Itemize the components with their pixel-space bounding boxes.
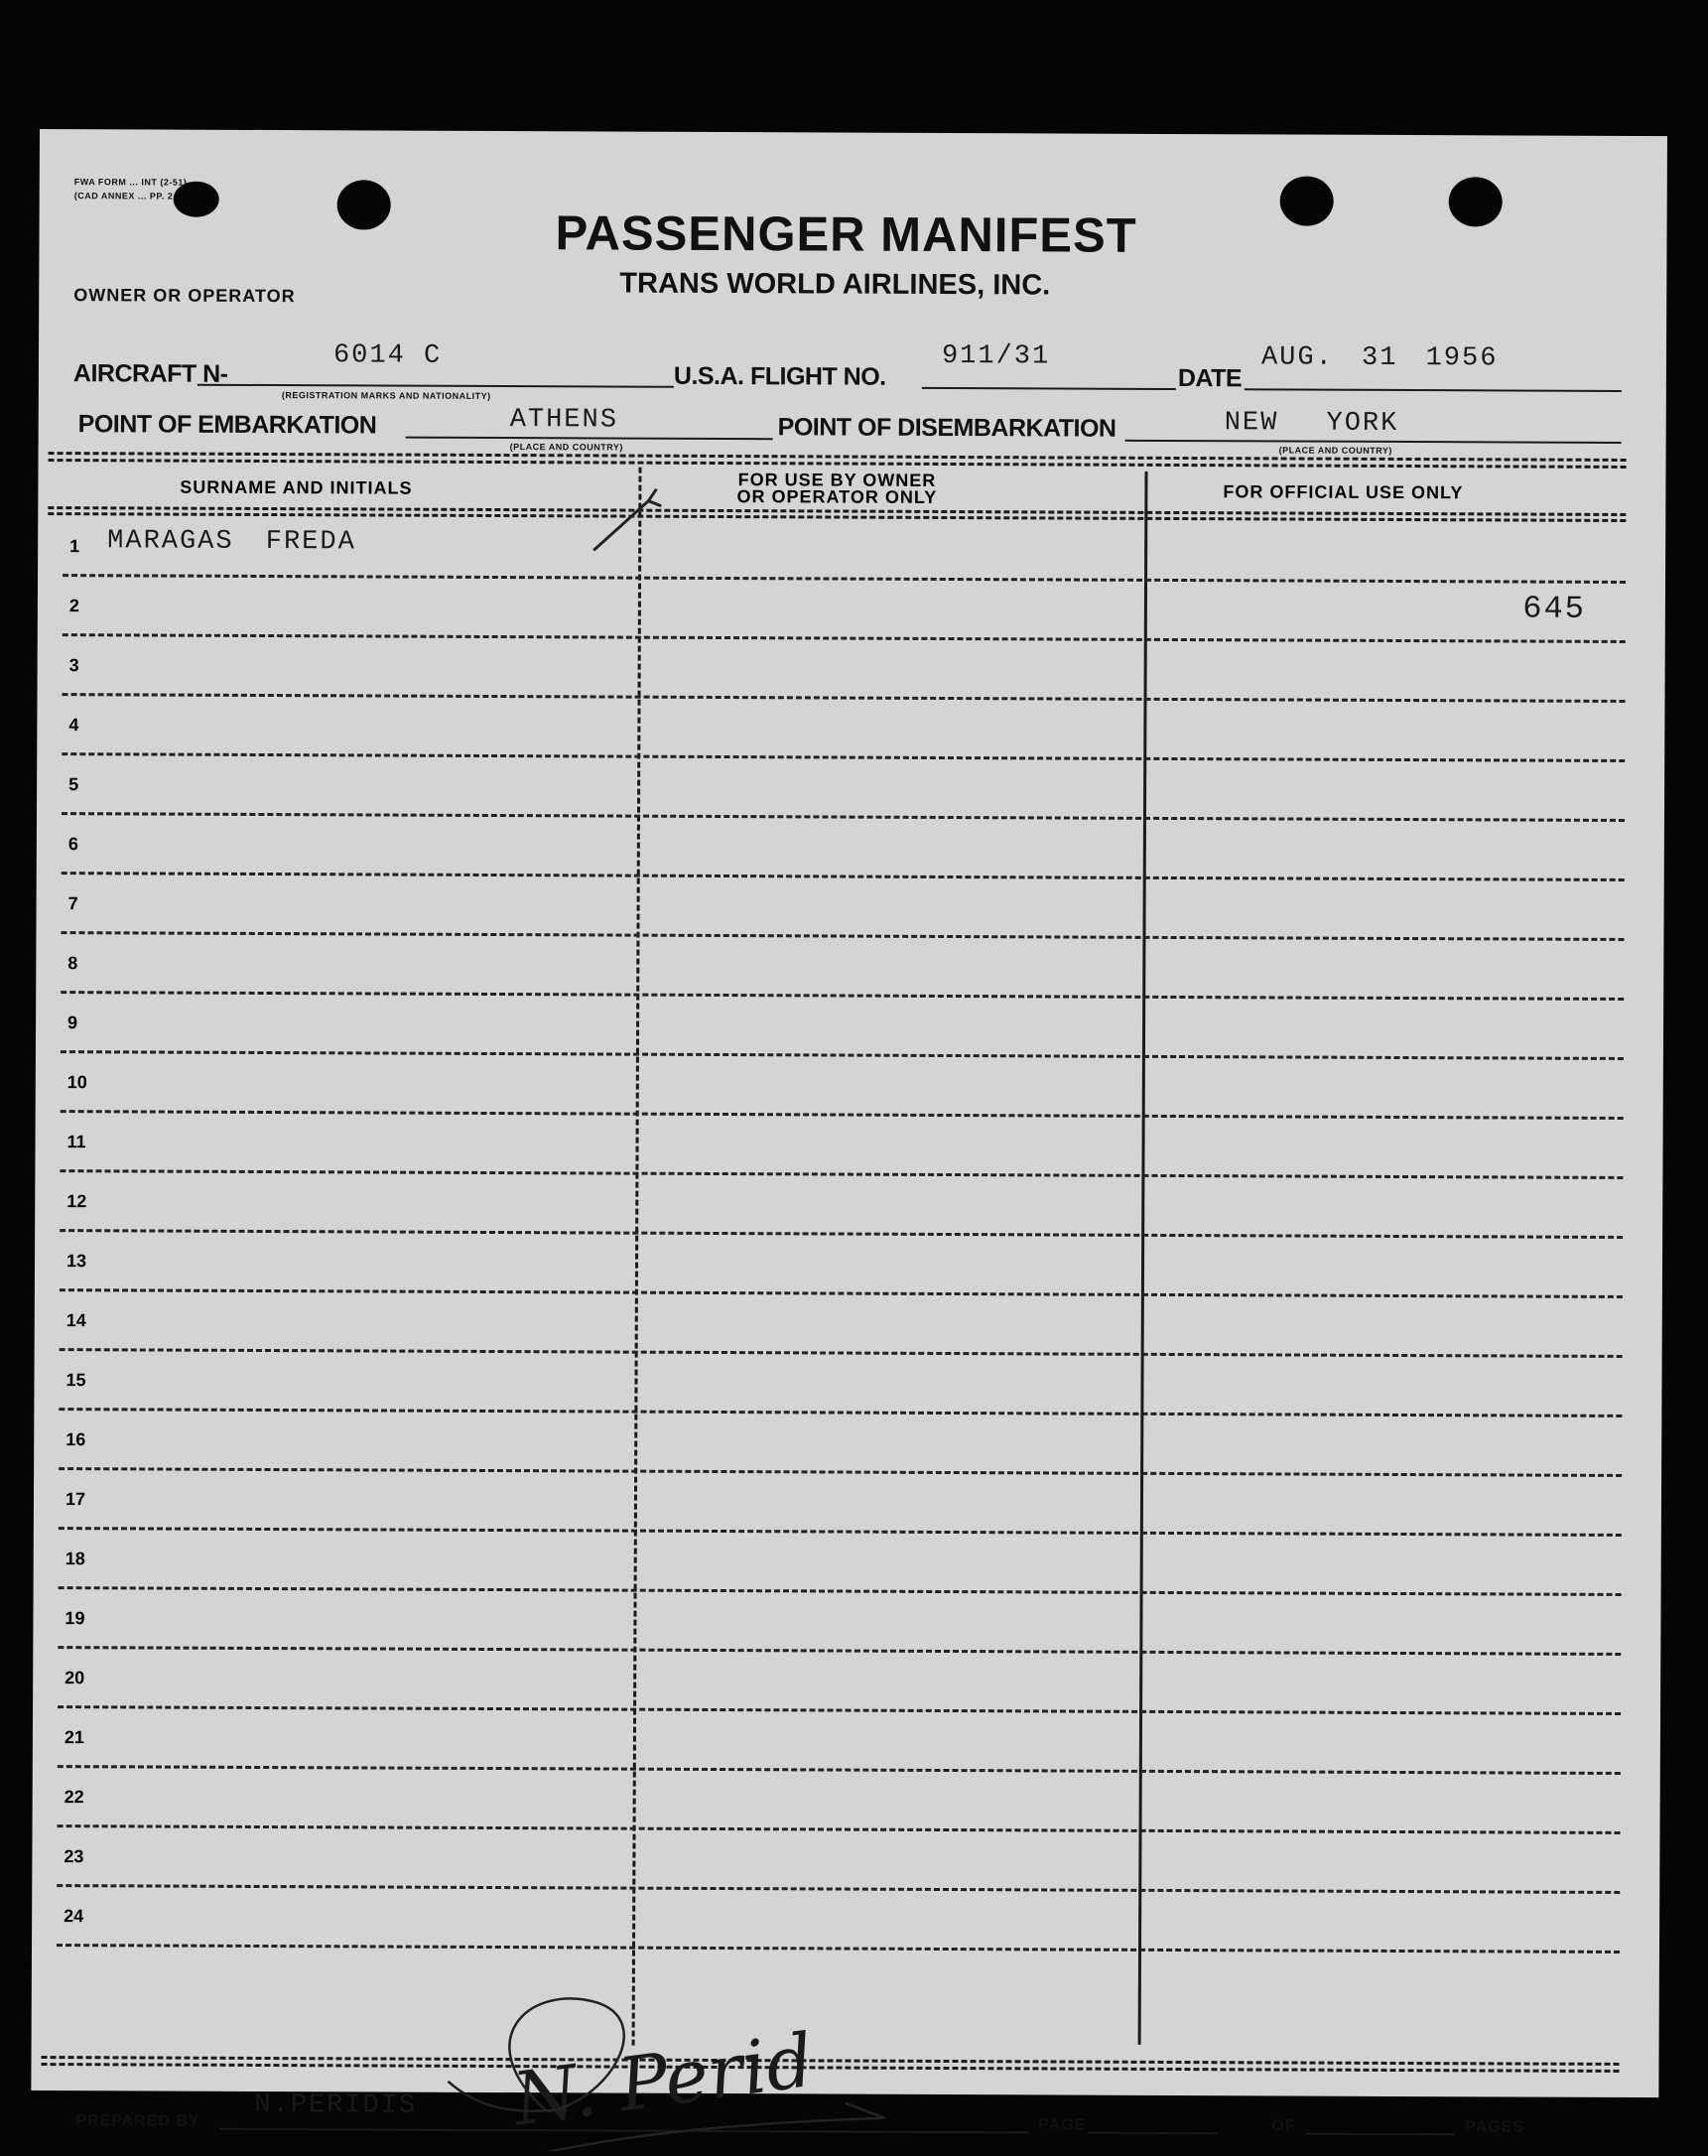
owner-use-header-line1: FOR USE BY OWNER <box>737 470 937 490</box>
embarkation-underline <box>406 437 773 441</box>
table-row <box>35 1171 1623 1238</box>
official-use-entry[interactable]: 645 <box>1522 590 1586 627</box>
row-number: 21 <box>64 1727 85 1748</box>
table-row <box>34 1469 1622 1536</box>
row-number: 18 <box>65 1549 85 1569</box>
table-row <box>32 1826 1620 1893</box>
table-row <box>35 1112 1623 1178</box>
table-row <box>34 1529 1622 1595</box>
punch-hole <box>1449 177 1503 226</box>
table-row <box>32 1886 1620 1953</box>
owner-use-header-line2: OR OPERATOR ONLY <box>736 486 938 507</box>
punch-hole <box>1280 176 1334 225</box>
row-number: 19 <box>65 1608 85 1629</box>
table-row <box>38 576 1626 642</box>
date-value: AUG. 31 1956 <box>1260 342 1499 374</box>
row-number: 7 <box>67 893 78 914</box>
aircraft-value: 6014 C <box>332 340 443 371</box>
flight-value: 911/31 <box>941 340 1051 372</box>
table-row <box>37 695 1625 761</box>
page-label: PAGE <box>1038 2116 1087 2134</box>
date-label: DATE <box>1177 364 1243 393</box>
table-row <box>33 1767 1621 1833</box>
row-number: 24 <box>64 1906 84 1927</box>
row-number: 3 <box>68 655 79 676</box>
aircraft-underline <box>197 384 674 388</box>
row-number: 6 <box>67 834 78 855</box>
row-number: 20 <box>65 1668 85 1688</box>
of-label: OF <box>1271 2117 1296 2135</box>
row-number: 5 <box>68 774 79 795</box>
row-number: 8 <box>67 953 78 974</box>
pages-label: PAGES <box>1465 2118 1525 2136</box>
surname-column-header: SURNAME AND INITIALS <box>180 476 413 498</box>
prepared-by-label: PREPARED BY <box>75 2112 200 2130</box>
table-row <box>37 814 1625 880</box>
disembarkation-value: NEW YORK <box>1224 408 1399 439</box>
owner-operator-label: OWNER OR OPERATOR <box>73 285 296 307</box>
signature-flourish <box>428 1953 895 2153</box>
table-row <box>34 1350 1622 1416</box>
table-row <box>35 1290 1623 1357</box>
manifest-sheet <box>31 129 1667 2143</box>
document-title: PASSENGER MANIFEST <box>555 206 1137 263</box>
row-number: 1 <box>69 536 80 557</box>
table-row <box>36 933 1624 1000</box>
disembarkation-note: (PLACE AND COUNTRY) <box>1278 445 1392 456</box>
aircraft-label: AIRCRAFT N- <box>72 359 228 388</box>
owner-use-column-header <box>653 472 1020 507</box>
row-number: 15 <box>66 1370 86 1391</box>
form-code-line1: FWA FORM ... INT (2-51) <box>73 177 188 188</box>
table-row <box>38 516 1626 583</box>
table-row <box>38 635 1626 702</box>
airline-name: TRANS WORLD AIRLINES, INC. <box>619 267 1051 302</box>
table-row <box>33 1588 1621 1655</box>
signature: N. Perid <box>508 2017 819 2143</box>
prepared-by-value: N.PERIDIS <box>254 2089 418 2121</box>
form-code-line2: (CAD ANNEX ... PP. 2 <box>73 191 174 202</box>
punch-hole <box>337 180 391 229</box>
flight-underline <box>922 387 1176 390</box>
row-number: 13 <box>66 1251 87 1272</box>
table-row <box>37 754 1625 821</box>
embarkation-note: (PLACE AND COUNTRY) <box>509 442 623 453</box>
embarkation-label: POINT OF EMBARKATION <box>77 410 377 440</box>
table-row <box>36 993 1624 1059</box>
row-number: 12 <box>66 1191 87 1212</box>
passenger-name[interactable]: MARAGAS FREDA <box>107 526 356 558</box>
row-rule <box>57 1944 1620 1954</box>
disembarkation-label: POINT OF DISEMBARKATION <box>777 413 1117 443</box>
row-number: 11 <box>66 1132 86 1152</box>
table-row <box>33 1707 1621 1774</box>
table-row <box>35 1231 1623 1297</box>
table-row <box>34 1410 1622 1476</box>
table-row <box>33 1648 1621 1714</box>
flight-label: U.S.A. FLIGHT NO. <box>673 361 886 391</box>
table-row <box>36 1052 1624 1119</box>
row-number: 16 <box>66 1429 86 1450</box>
row-number: 4 <box>68 715 79 736</box>
row-number: 10 <box>66 1072 87 1093</box>
row-number: 22 <box>64 1787 84 1808</box>
embarkation-value: ATHENS <box>509 405 619 436</box>
row-number: 23 <box>64 1846 84 1867</box>
official-use-column-header: FOR OFFICIAL USE ONLY <box>1223 481 1464 503</box>
date-underline <box>1245 388 1622 392</box>
page-total-field[interactable] <box>1306 2133 1455 2136</box>
page-number-field[interactable] <box>1088 2132 1217 2135</box>
row-number: 2 <box>68 596 79 616</box>
disembarkation-underline <box>1125 440 1622 444</box>
row-number: 14 <box>66 1310 86 1331</box>
row-number: 17 <box>65 1489 86 1510</box>
row-number: 9 <box>67 1012 78 1033</box>
table-row <box>36 874 1624 940</box>
registration-note: (REGISTRATION MARKS AND NATIONALITY) <box>281 390 491 401</box>
